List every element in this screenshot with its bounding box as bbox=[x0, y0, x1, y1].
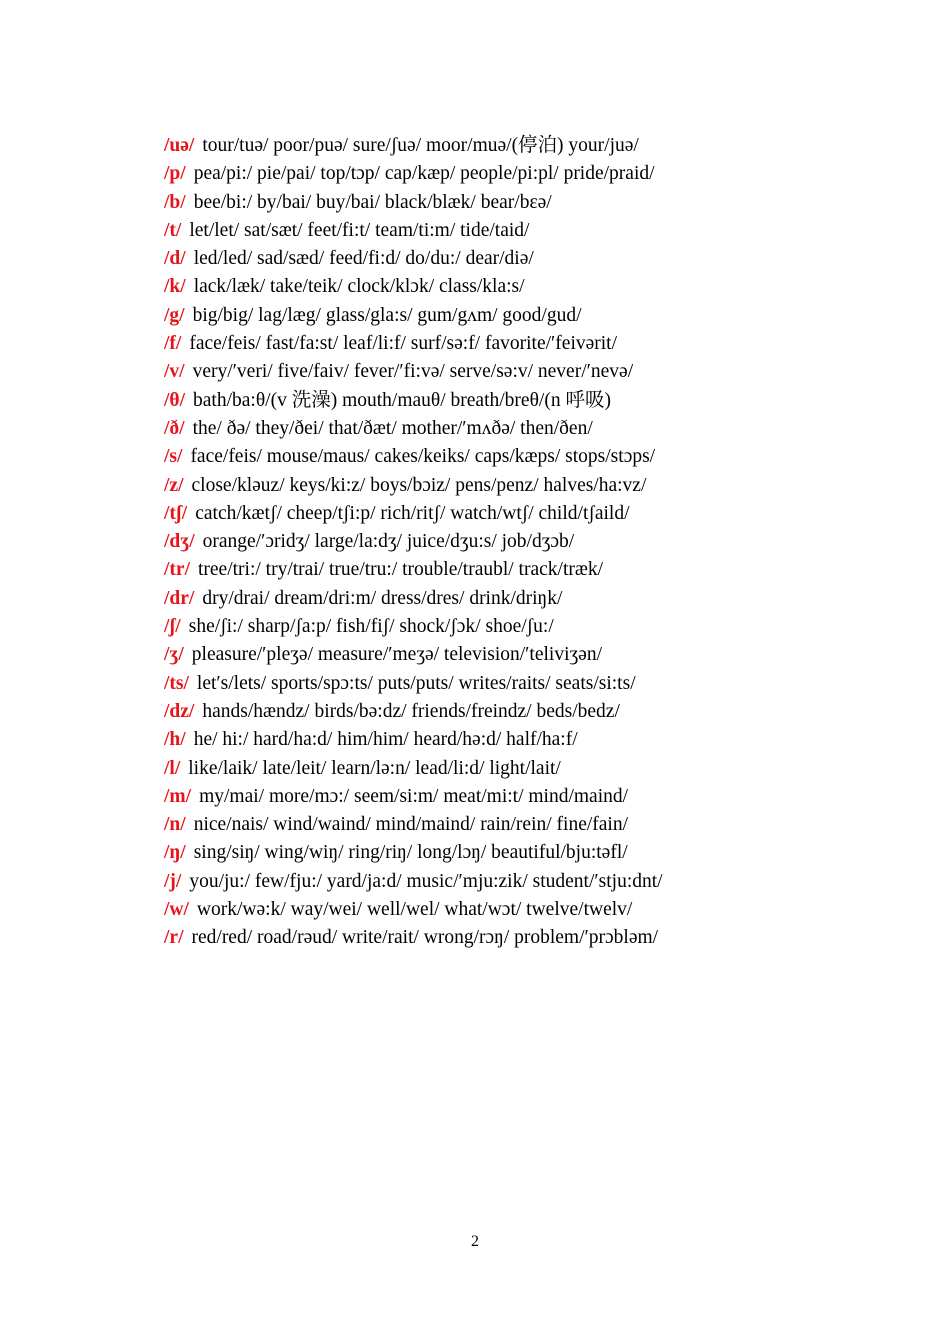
phonetic-symbol: /b/ bbox=[164, 191, 186, 213]
phonetic-row bbox=[164, 613, 904, 641]
phonetic-row bbox=[164, 896, 904, 924]
example-words: dry/drai/ dream/dri:m/ dress/dres/ drink/driŋk/ bbox=[202, 587, 563, 609]
example-words: you/ju:/ few/fju:/ yard/ja:d/ music/′mju:zik/ student/′stju:dnt/ bbox=[189, 870, 663, 892]
example-words: face/feis/ mouse/maus/ cakes/keiks/ caps/kæps/ stops/stɔps/ bbox=[190, 446, 656, 468]
example-words: hands/hændz/ birds/bə:dz/ friends/freindz/ beds/bedz/ bbox=[202, 700, 620, 722]
example-words: tour/tuə/ poor/puə/ sure/ʃuə/ moor/muə/(停泊) your/juə/ bbox=[202, 135, 639, 156]
phonetic-symbol: /t/ bbox=[164, 219, 182, 241]
example-words: my/mai/ more/mɔ:/ seem/si:m/ meat/mi:t/ mind/maind/ bbox=[199, 785, 629, 807]
example-words: nice/nais/ wind/waind/ mind/maind/ rain/rein/ fine/fain/ bbox=[193, 814, 629, 836]
phonetic-row bbox=[164, 783, 904, 811]
phonetic-row bbox=[164, 755, 904, 783]
phonetic-symbol: /dz/ bbox=[164, 700, 195, 722]
example-words: let/let/ sat/sæt/ feet/fi:t/ team/ti:m/ tide/taid/ bbox=[189, 219, 530, 241]
phonetic-row bbox=[164, 472, 904, 500]
phonetic-symbol: /r/ bbox=[164, 927, 184, 949]
example-words: tree/tri:/ try/trai/ true/tru:/ trouble/traubl/ track/træk/ bbox=[197, 559, 604, 581]
phonetic-symbol: /v/ bbox=[164, 361, 185, 383]
phonetic-symbol: /dr/ bbox=[164, 587, 195, 609]
example-words: lack/læk/ take/teik/ clock/klɔk/ class/kla:s/ bbox=[193, 276, 525, 298]
example-words: bath/ba:θ/(v 洗澡) mouth/mauθ/ breath/breθ/(n 呼吸) bbox=[193, 389, 611, 411]
phonetic-symbol: /uə/ bbox=[164, 135, 195, 156]
example-words: led/led/ sad/sæd/ feed/fi:d/ do/du:/ dear/diə/ bbox=[193, 248, 534, 270]
phonetic-row bbox=[164, 245, 904, 273]
example-words: very/′veri/ five/faiv/ fever/′fi:və/ serve/sə:v/ never/′nevə/ bbox=[192, 361, 634, 383]
phonetic-row bbox=[164, 273, 904, 301]
example-words: catch/kætʃ/ cheep/tʃi:p/ rich/ritʃ/ watch/wtʃ/ child/tʃaild/ bbox=[195, 502, 630, 524]
example-words: face/feis/ fast/fa:st/ leaf/li:f/ surf/sə:f/ favorite/′feivərit/ bbox=[189, 333, 618, 355]
example-words: close/kləuz/ keys/ki:z/ boys/bɔiz/ pens/penz/ halves/ha:vz/ bbox=[191, 474, 647, 496]
phonetic-symbol: /f/ bbox=[164, 333, 182, 355]
phonetic-row bbox=[164, 868, 904, 896]
phonetic-row bbox=[164, 132, 904, 160]
phonetic-symbol: /j/ bbox=[164, 870, 182, 892]
example-words: the/ ðə/ they/ðei/ that/ðæt/ mother/′mʌðə/ then/ðen/ bbox=[192, 417, 593, 439]
phonetic-row bbox=[164, 726, 904, 754]
phonetic-symbol: /m/ bbox=[164, 785, 192, 807]
example-words: work/wə:k/ way/wei/ well/wel/ what/wɔt/ twelve/twelv/ bbox=[196, 899, 633, 921]
phonetic-symbol: /k/ bbox=[164, 276, 186, 298]
phonetic-row bbox=[164, 217, 904, 245]
phonetic-row bbox=[164, 387, 904, 415]
phonetic-symbol: /w/ bbox=[164, 899, 189, 921]
example-words: she/ʃi:/ sharp/ʃa:p/ fish/fiʃ/ shock/ʃɔk/ shoe/ʃu:/ bbox=[188, 616, 554, 638]
example-words: like/laik/ late/leit/ learn/lə:n/ lead/li:d/ light/lait/ bbox=[188, 757, 561, 779]
example-words: bee/bi:/ by/bai/ buy/bai/ black/blæk/ bear/bɛə/ bbox=[193, 191, 552, 213]
phonetic-row bbox=[164, 670, 904, 698]
phonetic-list bbox=[164, 132, 904, 953]
phonetic-symbol: /ð/ bbox=[164, 417, 185, 439]
phonetic-symbol: /ʃ/ bbox=[164, 616, 181, 638]
phonetic-symbol: /ŋ/ bbox=[164, 842, 186, 864]
phonetic-row bbox=[164, 443, 904, 471]
phonetic-symbol: /l/ bbox=[164, 757, 181, 779]
phonetic-row bbox=[164, 556, 904, 584]
phonetic-row bbox=[164, 839, 904, 867]
phonetic-row bbox=[164, 160, 904, 188]
phonetic-row bbox=[164, 811, 904, 839]
phonetic-symbol: /θ/ bbox=[164, 389, 186, 411]
phonetic-symbol: /p/ bbox=[164, 163, 186, 185]
page-number: 2 bbox=[471, 1233, 479, 1250]
phonetic-row bbox=[164, 924, 904, 952]
example-words: pleasure/′pleʒə/ measure/′meʒə/ television/′teliviʒən/ bbox=[191, 644, 602, 666]
example-words: sing/siŋ/ wing/wiŋ/ ring/riŋ/ long/lɔŋ/ beautiful/bju:təfl/ bbox=[193, 842, 628, 864]
phonetic-symbol: /dʒ/ bbox=[164, 531, 195, 553]
phonetic-symbol: /tr/ bbox=[164, 559, 190, 581]
phonetic-symbol: /s/ bbox=[164, 446, 183, 468]
phonetic-row bbox=[164, 641, 904, 669]
example-words: red/red/ road/rəud/ write/rait/ wrong/rɔŋ/ problem/′prɔbləm/ bbox=[191, 927, 659, 949]
example-words: pea/pi:/ pie/pai/ top/tɔp/ cap/kæp/ people/pi:pl/ pride/praid/ bbox=[193, 163, 655, 185]
phonetic-row bbox=[164, 189, 904, 217]
phonetic-row bbox=[164, 500, 904, 528]
phonetic-row bbox=[164, 585, 904, 613]
example-words: let′s/lets/ sports/spɔ:ts/ puts/puts/ writes/raits/ seats/si:ts/ bbox=[196, 672, 636, 694]
phonetic-symbol: /n/ bbox=[164, 814, 186, 836]
phonetic-symbol: /ʒ/ bbox=[164, 644, 184, 666]
phonetic-row bbox=[164, 698, 904, 726]
example-words: orange/′ɔridʒ/ large/la:dʒ/ juice/dʒu:s/ job/dʒɔb/ bbox=[202, 531, 575, 553]
phonetic-symbol: /z/ bbox=[164, 474, 184, 496]
example-words: he/ hi:/ hard/ha:d/ him/him/ heard/hə:d/ half/ha:f/ bbox=[193, 729, 578, 751]
phonetic-row bbox=[164, 358, 904, 386]
phonetic-symbol: /h/ bbox=[164, 729, 186, 751]
phonetic-row bbox=[164, 302, 904, 330]
phonetic-row bbox=[164, 415, 904, 443]
example-words: big/big/ lag/læg/ glass/gla:s/ gum/gʌm/ good/gud/ bbox=[192, 304, 582, 326]
phonetic-symbol: /tʃ/ bbox=[164, 502, 188, 524]
phonetic-row bbox=[164, 330, 904, 358]
phonetic-row bbox=[164, 528, 904, 556]
phonetic-symbol: /d/ bbox=[164, 248, 186, 270]
phonetic-symbol: /g/ bbox=[164, 304, 185, 326]
phonetic-symbol: /ts/ bbox=[164, 672, 189, 694]
